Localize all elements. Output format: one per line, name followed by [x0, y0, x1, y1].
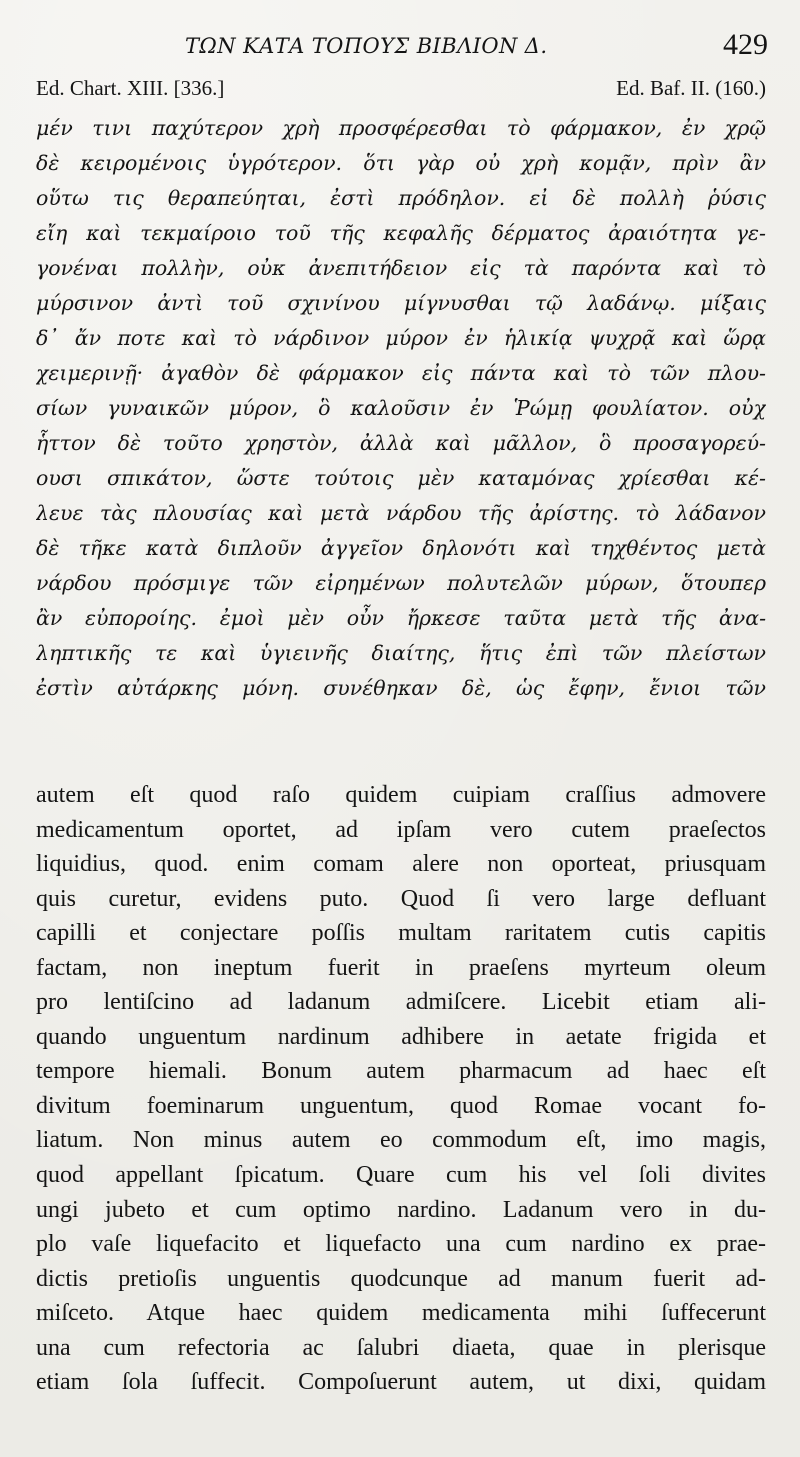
- greek-text-block: [36, 111, 766, 706]
- greek-text-line: μύρσινον ἀντὶ τοῦ σχινίνου μίγνυσθαι τῷ λαδάνῳ. μίξαις: [36, 291, 766, 315]
- latin-text-line: plo vaſe liquefacito et liquefacto una cum nardino ex prae-: [36, 1231, 766, 1258]
- greek-text-line: νάρδου πρόσμιγε τῶν εἰρημένων πολυτελῶν μύρων, ὅτουπερ: [36, 571, 766, 595]
- greek-text-line: δὲ τῆκε κατὰ διπλοῦν ἀγγεῖον δηλονότι καὶ τηχθέντος μετὰ: [36, 536, 766, 560]
- latin-text-line: una cum refectoria ac ſalubri diaeta, quae in plerisque: [36, 1334, 766, 1361]
- latin-text-line: etiam ſola ſuffecit. Compoſuerunt autem, ut dixi, quidam: [36, 1369, 766, 1396]
- latin-text-line: capilli et conjectare poſſis multam raritatem cutis capitis: [36, 920, 766, 947]
- greek-text-line: οὕτω τις θεραπεύηται, ἐστὶ πρόδηλον. εἰ δὲ πολλὴ ῥύσις: [36, 186, 766, 210]
- greek-text-line: δὲ κειρομένοις ὑγρότερον. ὅτι γὰρ οὐ χρὴ κομᾷν, πρὶν ἂν: [36, 151, 766, 175]
- latin-text-line: liquidius, quod. enim comam alere non oporteat, priusquam: [36, 851, 766, 878]
- greek-text-line: ουσι σπικάτον, ὥστε τούτοις μὲν καταμόνας χρίεσθαι κέ-: [36, 466, 766, 490]
- latin-text-line: factam, non ineptum fuerit in praeſens myrteum oleum: [36, 954, 766, 981]
- greek-text-line: χειμερινῇ· ἀγαθὸν δὲ φάρμακον εἰς πάντα καὶ τὸ τῶν πλου-: [36, 361, 766, 385]
- page-number: 429: [723, 28, 768, 61]
- latin-text-block: [36, 778, 766, 1400]
- latin-text-line: pro lentiſcino ad ladanum admiſcere. Licebit etiam ali-: [36, 989, 766, 1016]
- greek-text-line: ἐστὶν αὐτάρκης μόνη. συνέθηκαν δὲ, ὡς ἔφην, ἔνιοι τῶν: [36, 676, 766, 700]
- edition-basel-reference: Ed. Baf. II. (160.): [616, 76, 766, 100]
- latin-text-line: ungi jubeto et cum optimo nardino. Ladanum vero in du-: [36, 1196, 766, 1223]
- running-title: ΤΩΝ ΚΑΤΑ ΤΟΠΟΥΣ ΒΙΒΛΙΟΝ Δ.: [185, 34, 548, 58]
- latin-text-line: quod appellant ſpicatum. Quare cum his vel ſoli divites: [36, 1162, 766, 1189]
- greek-text-line: εἴη καὶ τεκμαίροιο τοῦ τῆς κεφαλῆς δέρματος ἀραιότητα γε-: [36, 221, 766, 245]
- greek-text-line: ληπτικῆς τε καὶ ὑγιεινῆς διαίτης, ἥτις ἐπὶ τῶν πλείστων: [36, 641, 766, 665]
- greek-text-line: δ᾽ ἄν ποτε καὶ τὸ νάρδινον μύρον ἐν ἡλικίᾳ ψυχρᾷ καὶ ὥρᾳ: [36, 326, 766, 350]
- greek-text-line: ἂν εὐπορoίης. ἐμοὶ μὲν οὖν ἤρκεσε ταῦτα μετὰ τῆς ἀνα-: [36, 606, 766, 630]
- edition-chart-reference: Ed. Chart. XIII. [336.]: [36, 76, 225, 100]
- latin-text-line: miſceto. Atque haec quidem medicamenta mihi ſuffecerunt: [36, 1300, 766, 1327]
- greek-text-line: ἧττον δὲ τοῦτο χρηστὸν, ἀλλὰ καὶ μᾶλλον, ὃ προσαγορεύ-: [36, 431, 766, 455]
- latin-text-line: dictis pretioſis unguentis quodcunque ad manum fuerit ad-: [36, 1265, 766, 1292]
- greek-text-line: μέν τινι παχύτερον χρὴ προσφέρεσθαι τὸ φάρμακον, ἐν χρῷ: [36, 116, 766, 140]
- greek-text-line: λευε τὰς πλουσίας καὶ μετὰ νάρδου τῆς ἀρίστης. τὸ λάδανον: [36, 501, 766, 525]
- latin-text-line: autem eſt quod raſo quidem cuipiam craſſius admovere: [36, 782, 766, 808]
- greek-text-line: γονέναι πολλὴν, οὐκ ἀνεπιτήδειον εἰς τὰ παρόντα καὶ τὸ: [36, 256, 766, 280]
- latin-text-line: quando unguentum nardinum adhibere in aetate frigida et: [36, 1023, 766, 1050]
- running-head: [0, 28, 800, 68]
- latin-text-line: divitum foeminarum unguentum, quod Romae vocant fo-: [36, 1092, 766, 1119]
- greek-text-line: σίων γυναικῶν μύρον, ὃ καλοῦσιν ἐν Ῥώμῃ φουλίατον. οὐχ: [36, 396, 766, 420]
- latin-text-line: tempore hiemali. Bonum autem pharmacum ad haec eſt: [36, 1058, 766, 1085]
- latin-text-line: liatum. Non minus autem eo commodum eſt, imo magis,: [36, 1127, 766, 1154]
- latin-text-line: quis curetur, evidens puto. Quod ſi vero large defluant: [36, 885, 766, 912]
- edition-reference-line: [36, 76, 766, 106]
- latin-text-line: medicamentum oportet, ad ipſam vero cutem praeſectos: [36, 816, 766, 843]
